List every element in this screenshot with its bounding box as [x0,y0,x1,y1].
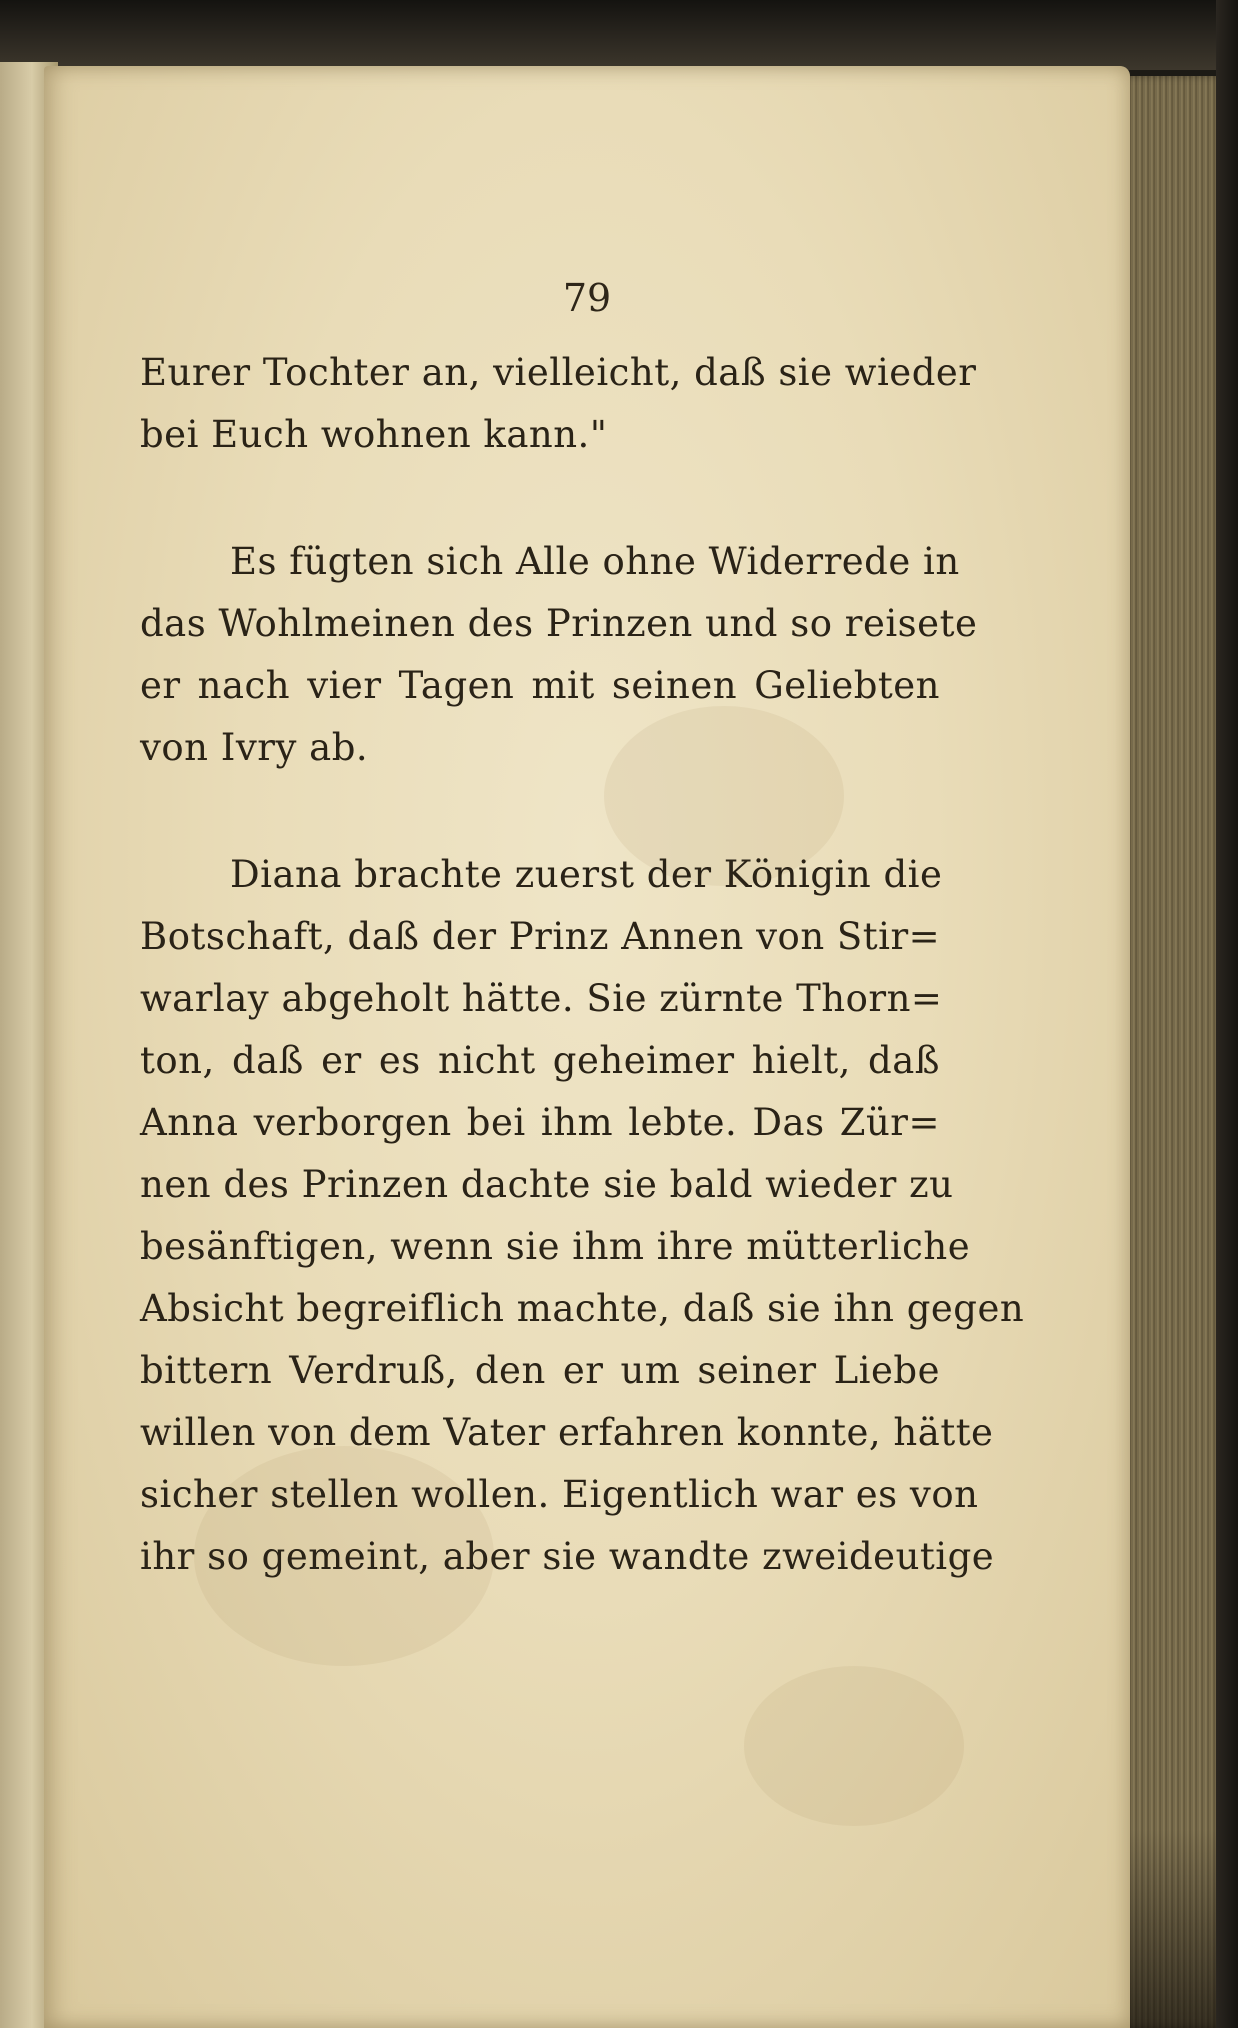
text-line: Es fügten sich Alle ohne Widerrede in [230,540,960,583]
text-line: sicher stellen wollen. Eigentlich war es von [140,1473,979,1516]
text-line: Absicht begreiflich machte, daß sie ihn gegen [140,1287,1025,1330]
text-line: Anna verborgen bei ihm lebte. Das Zür= [140,1101,940,1144]
text-line: er nach vier Tagen mit seinen Geliebten [140,664,940,707]
book-page [44,66,1130,2028]
text-line: von Ivry ab. [140,726,369,769]
text-line: nen des Prinzen dachte sie bald wieder zu [140,1163,954,1206]
text-line: Diana brachte zuerst der Königin die [230,853,943,896]
page-number: 79 [562,276,612,320]
blank-page-area [104,1626,1064,2006]
text-line: das Wohlmeinen des Prinzen und so reisete [140,602,978,645]
book-cover-right [1216,0,1238,2028]
text-line: ihr so gemeint, aber sie wandte zweideutige [140,1535,995,1578]
text-line: bittern Verdruß, den er um seiner Liebe [140,1349,940,1392]
book-cover-top [0,0,1238,70]
text-line: ton, daß er es nicht geheimer hielt, daß [140,1039,940,1082]
body-text [140,342,1025,1588]
text-line: Botschaft, daß der Prinz Annen von Stir= [140,915,941,958]
text-line: Eurer Tochter an, vielleicht, daß sie wieder [140,351,977,394]
text-line: willen von dem Vater erfahren konnte, hätte [140,1411,994,1454]
text-line: bei Euch wohnen kann." [140,413,608,456]
text-line: besänftigen, wenn sie ihm ihre mütterliche [140,1225,971,1268]
text-line: warlay abgeholt hätte. Sie zürnte Thorn= [140,977,943,1020]
